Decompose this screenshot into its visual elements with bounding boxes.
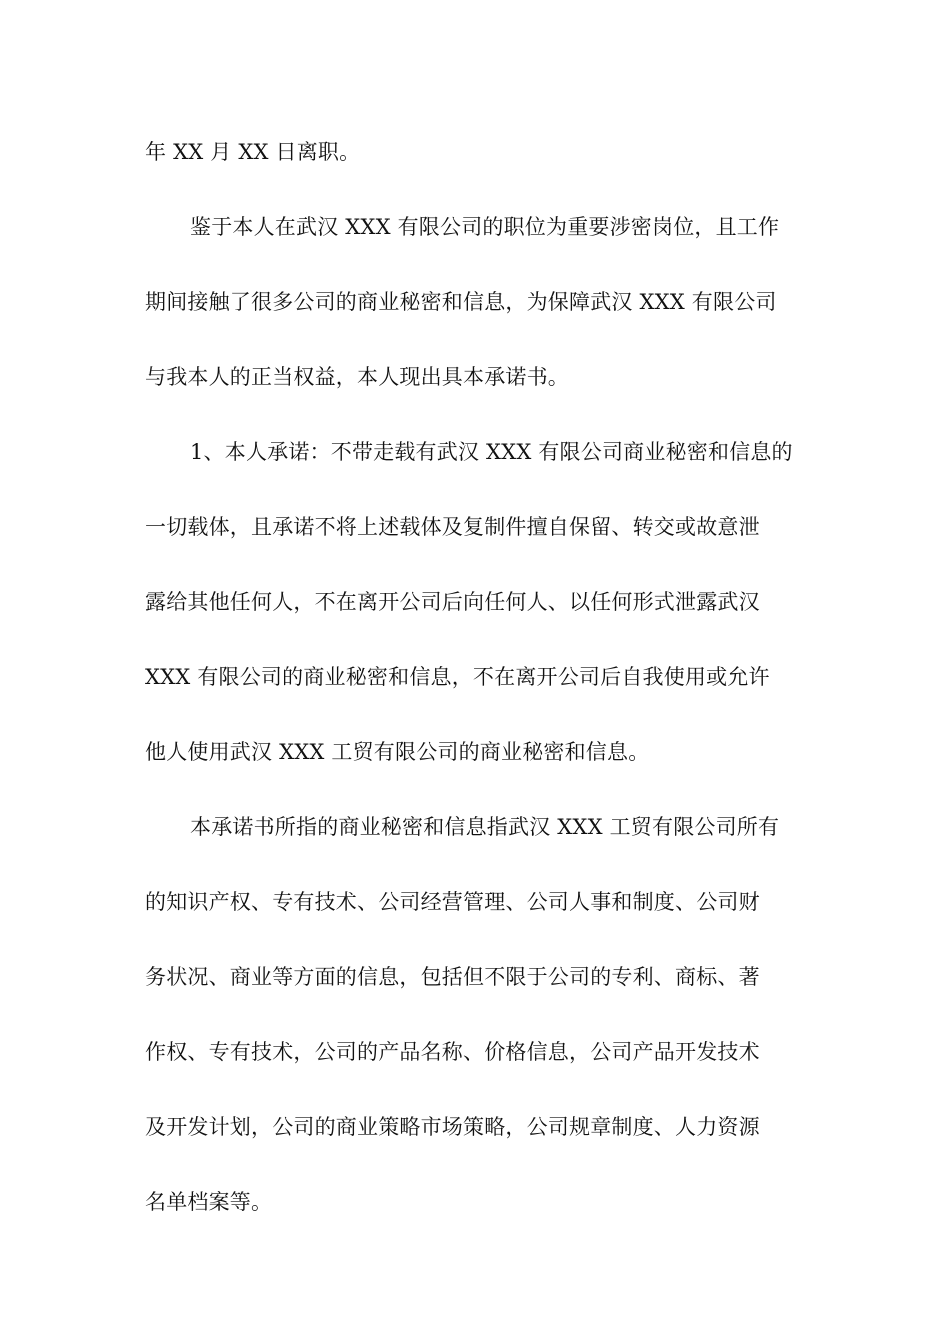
paragraph-line: 与我本人的正当权益，本人现出具本承诺书。 xyxy=(145,365,569,389)
paragraph-line: 鉴于本人在武汉 XXX 有限公司的职位为重要涉密岗位，且工作 xyxy=(190,215,780,239)
paragraph-line: 一切载体，且承诺不将上述载体及复制件擅自保留、转交或故意泄 xyxy=(145,515,760,539)
paragraph-line: XXX 有限公司的商业秘密和信息，不在离开公司后自我使用或允许 xyxy=(145,665,770,689)
paragraph-line: 1、本人承诺：不带走载有武汉 XXX 有限公司商业秘密和信息的 xyxy=(190,440,793,464)
paragraph-line: 期间接触了很多公司的商业秘密和信息，为保障武汉 XXX 有限公司 xyxy=(145,290,777,314)
paragraph-line: 他人使用武汉 XXX 工贸有限公司的商业秘密和信息。 xyxy=(145,740,650,764)
paragraph-line: 及开发计划，公司的商业策略市场策略，公司规章制度、人力资源 xyxy=(145,1115,760,1139)
paragraph-line: 作权、专有技术，公司的产品名称、价格信息，公司产品开发技术 xyxy=(145,1040,760,1064)
paragraph-line: 的知识产权、专有技术、公司经营管理、公司人事和制度、公司财 xyxy=(145,890,760,914)
paragraph-line: 名单档案等。 xyxy=(145,1190,273,1214)
paragraph-line: 露给其他任何人，不在离开公司后向任何人、以任何形式泄露武汉 xyxy=(145,590,760,614)
paragraph-line: 本承诺书所指的商业秘密和信息指武汉 XXX 工贸有限公司所有 xyxy=(190,815,780,839)
paragraph-line: 务状况、商业等方面的信息，包括但不限于公司的专利、商标、著 xyxy=(145,965,760,989)
paragraph-line: 年 XX 月 XX 日离职。 xyxy=(145,140,361,164)
